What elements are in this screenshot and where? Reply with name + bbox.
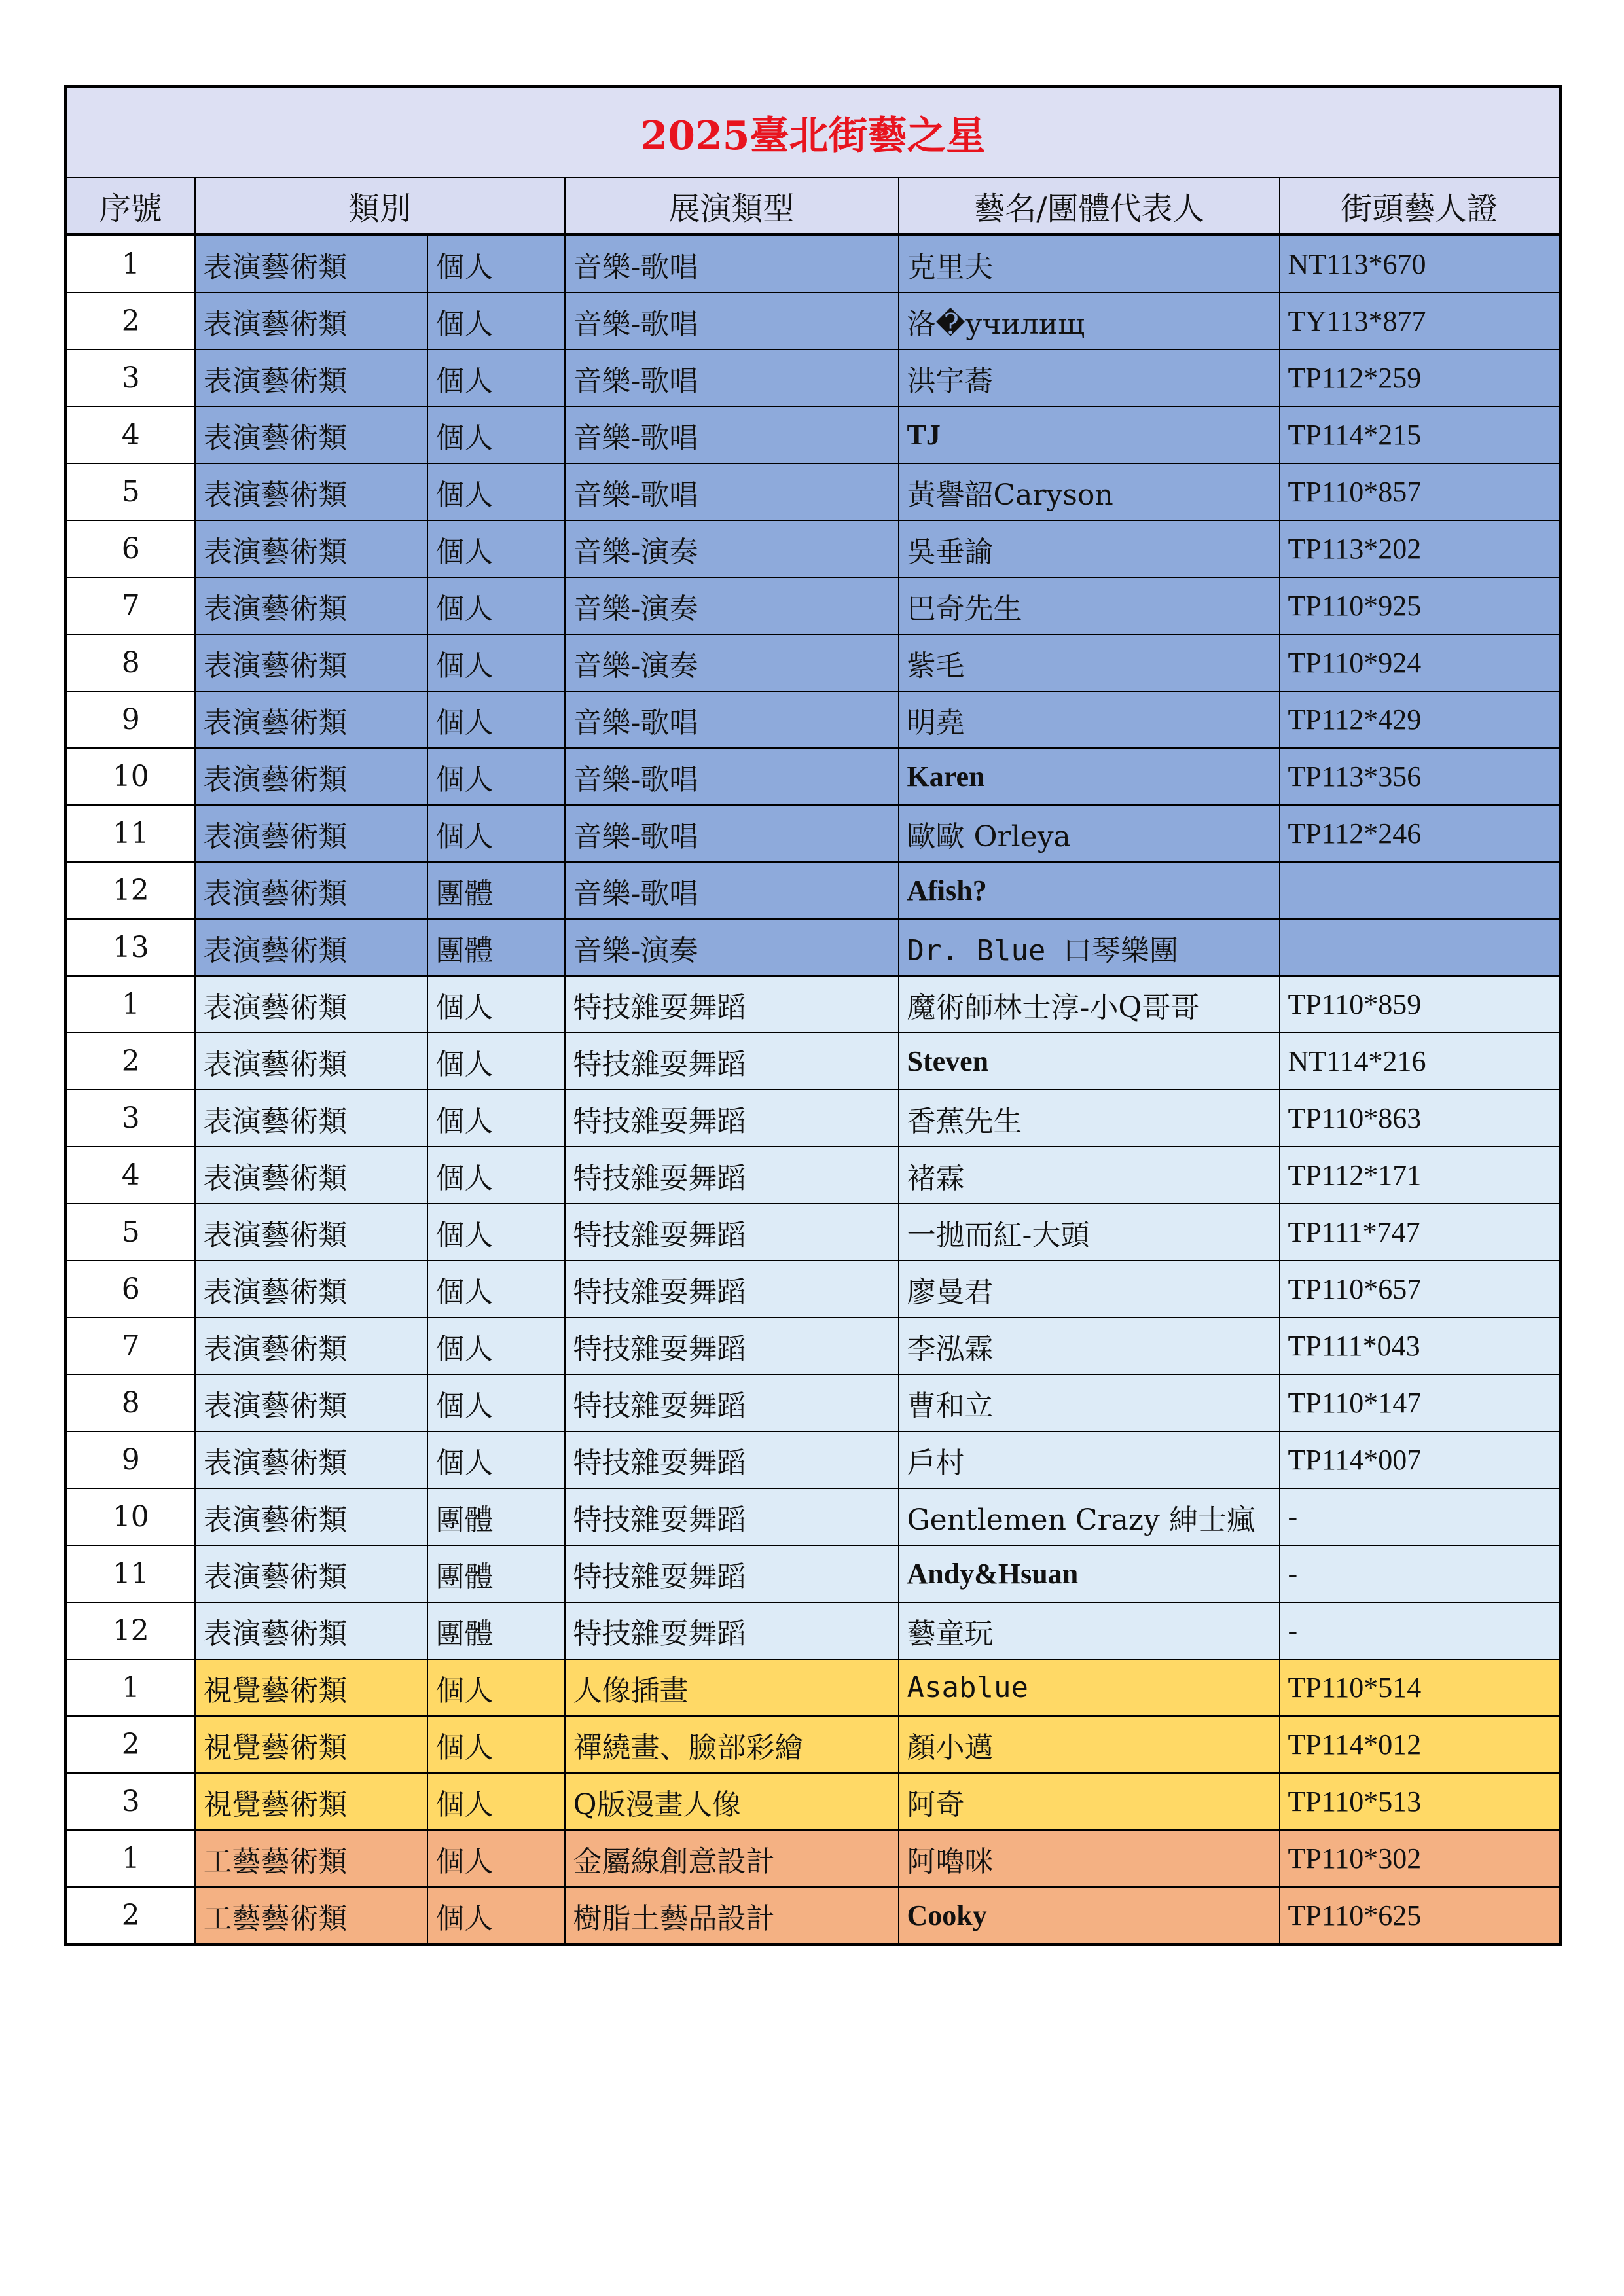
table-row (66, 862, 1561, 919)
table-row (66, 1431, 1561, 1488)
row-performance-type: 音樂-演奏 (565, 520, 899, 577)
row-performance-type: 特技雜耍舞蹈 (565, 976, 899, 1033)
row-category: 表演藝術類 (195, 862, 427, 919)
row-seq: 2 (66, 1033, 195, 1090)
row-subcategory: 個人 (427, 293, 565, 350)
table-row (66, 1659, 1561, 1716)
row-license: TP110*925 (1280, 577, 1561, 634)
row-license: - (1280, 1602, 1561, 1659)
row-performance-type: 音樂-歌唱 (565, 235, 899, 293)
row-seq: 3 (66, 350, 195, 406)
row-category: 表演藝術類 (195, 805, 427, 862)
row-seq: 10 (66, 1488, 195, 1545)
row-category: 工藝藝術類 (195, 1887, 427, 1945)
row-seq: 7 (66, 577, 195, 634)
table-row (66, 350, 1561, 406)
row-performance-type: 金屬線創意設計 (565, 1830, 899, 1887)
row-subcategory: 個人 (427, 1204, 565, 1261)
table-row (66, 1318, 1561, 1374)
row-license: TP110*625 (1280, 1887, 1561, 1945)
header-seq: 序號 (66, 177, 195, 235)
row-artist-name: 曹和立 (899, 1374, 1280, 1431)
row-seq: 8 (66, 634, 195, 691)
row-license: TP110*859 (1280, 976, 1561, 1033)
row-license: - (1280, 1488, 1561, 1545)
page-title: 2025臺北街藝之星 (66, 87, 1561, 178)
row-artist-name: 洪宇蕎 (899, 350, 1280, 406)
row-subcategory: 個人 (427, 976, 565, 1033)
row-category: 工藝藝術類 (195, 1830, 427, 1887)
row-seq: 3 (66, 1773, 195, 1830)
header-category: 類別 (195, 177, 565, 235)
row-subcategory: 團體 (427, 1545, 565, 1602)
row-subcategory: 個人 (427, 406, 565, 463)
row-license: TP114*215 (1280, 406, 1561, 463)
row-artist-name: 戶村 (899, 1431, 1280, 1488)
table-row (66, 919, 1561, 976)
row-license: TP111*043 (1280, 1318, 1561, 1374)
row-artist-name: Afish? (899, 862, 1280, 919)
table-row (66, 691, 1561, 748)
row-license: TP111*747 (1280, 1204, 1561, 1261)
row-seq: 2 (66, 1887, 195, 1945)
row-subcategory: 個人 (427, 235, 565, 293)
row-subcategory: 個人 (427, 1090, 565, 1147)
row-category: 表演藝術類 (195, 634, 427, 691)
row-license: TP110*863 (1280, 1090, 1561, 1147)
row-subcategory: 團體 (427, 919, 565, 976)
row-performance-type: 特技雜耍舞蹈 (565, 1318, 899, 1374)
row-subcategory: 個人 (427, 1887, 565, 1945)
row-subcategory: 個人 (427, 1659, 565, 1716)
row-performance-type: 音樂-歌唱 (565, 463, 899, 520)
row-seq: 11 (66, 1545, 195, 1602)
header-row (66, 177, 1561, 235)
row-category: 表演藝術類 (195, 1431, 427, 1488)
row-performance-type: 樹脂土藝品設計 (565, 1887, 899, 1945)
performers-table (64, 85, 1562, 1946)
row-category: 表演藝術類 (195, 1261, 427, 1318)
row-license: TP110*514 (1280, 1659, 1561, 1716)
row-subcategory: 個人 (427, 1261, 565, 1318)
row-seq: 4 (66, 1147, 195, 1204)
row-subcategory: 個人 (427, 1374, 565, 1431)
table-row (66, 1716, 1561, 1773)
row-category: 表演藝術類 (195, 577, 427, 634)
row-license: NT114*216 (1280, 1033, 1561, 1090)
row-category: 表演藝術類 (195, 1602, 427, 1659)
row-seq: 6 (66, 520, 195, 577)
row-artist-name: Gentlemen Crazy 紳士瘋 (899, 1488, 1280, 1545)
row-artist-name: Andy&Hsuan (899, 1545, 1280, 1602)
table-row (66, 805, 1561, 862)
row-category: 表演藝術類 (195, 691, 427, 748)
row-performance-type: 音樂-歌唱 (565, 350, 899, 406)
row-performance-type: 特技雜耍舞蹈 (565, 1431, 899, 1488)
row-license: TP110*857 (1280, 463, 1561, 520)
row-license: - (1280, 1545, 1561, 1602)
row-artist-name: 藝童玩 (899, 1602, 1280, 1659)
table-row (66, 748, 1561, 805)
row-license: TP110*302 (1280, 1830, 1561, 1887)
row-performance-type: 音樂-演奏 (565, 577, 899, 634)
row-artist-name: Dr. Blue 口琴樂團 (899, 919, 1280, 976)
row-artist-name: 一拋而紅-大頭 (899, 1204, 1280, 1261)
row-subcategory: 個人 (427, 520, 565, 577)
row-seq: 5 (66, 1204, 195, 1261)
row-license: TP112*246 (1280, 805, 1561, 862)
row-category: 表演藝術類 (195, 1318, 427, 1374)
row-seq: 11 (66, 805, 195, 862)
table-row (66, 634, 1561, 691)
row-subcategory: 團體 (427, 1488, 565, 1545)
row-subcategory: 個人 (427, 577, 565, 634)
row-performance-type: 人像插畫 (565, 1659, 899, 1716)
row-artist-name: 李泓霖 (899, 1318, 1280, 1374)
row-category: 表演藝術類 (195, 1147, 427, 1204)
row-performance-type: 特技雜耍舞蹈 (565, 1488, 899, 1545)
row-category: 表演藝術類 (195, 1488, 427, 1545)
row-license (1280, 919, 1561, 976)
row-license: TP112*429 (1280, 691, 1561, 748)
row-performance-type: 特技雜耍舞蹈 (565, 1602, 899, 1659)
table-row (66, 577, 1561, 634)
row-license: TP110*147 (1280, 1374, 1561, 1431)
table-row (66, 1261, 1561, 1318)
row-artist-name: 巴奇先生 (899, 577, 1280, 634)
row-seq: 4 (66, 406, 195, 463)
row-category: 表演藝術類 (195, 1204, 427, 1261)
row-subcategory: 個人 (427, 805, 565, 862)
row-subcategory: 個人 (427, 1147, 565, 1204)
row-artist-name: 褚霖 (899, 1147, 1280, 1204)
row-license: TP114*012 (1280, 1716, 1561, 1773)
header-license: 街頭藝人證 (1280, 177, 1561, 235)
table-row (66, 1090, 1561, 1147)
row-performance-type: Q版漫畫人像 (565, 1773, 899, 1830)
table-row (66, 520, 1561, 577)
row-license: TP113*356 (1280, 748, 1561, 805)
row-license: NT113*670 (1280, 235, 1561, 293)
row-subcategory: 個人 (427, 350, 565, 406)
row-artist-name: Karen (899, 748, 1280, 805)
row-artist-name: 香蕉先生 (899, 1090, 1280, 1147)
row-category: 表演藝術類 (195, 235, 427, 293)
row-performance-type: 音樂-歌唱 (565, 805, 899, 862)
row-performance-type: 音樂-歌唱 (565, 748, 899, 805)
row-artist-name: 魔術師林士淳-小Q哥哥 (899, 976, 1280, 1033)
row-category: 表演藝術類 (195, 520, 427, 577)
row-performance-type: 特技雜耍舞蹈 (565, 1204, 899, 1261)
table-row (66, 235, 1561, 293)
row-artist-name: 阿奇 (899, 1773, 1280, 1830)
row-artist-name: 阿嚕咪 (899, 1830, 1280, 1887)
row-license (1280, 862, 1561, 919)
row-subcategory: 個人 (427, 1830, 565, 1887)
row-performance-type: 音樂-演奏 (565, 919, 899, 976)
row-subcategory: 團體 (427, 1602, 565, 1659)
row-artist-name: TJ (899, 406, 1280, 463)
row-seq: 10 (66, 748, 195, 805)
row-performance-type: 特技雜耍舞蹈 (565, 1033, 899, 1090)
table-row (66, 1830, 1561, 1887)
row-performance-type: 音樂-歌唱 (565, 862, 899, 919)
row-category: 表演藝術類 (195, 350, 427, 406)
row-artist-name: 紫毛 (899, 634, 1280, 691)
row-category: 表演藝術類 (195, 1545, 427, 1602)
table-row (66, 1887, 1561, 1945)
row-artist-name: 洛�училищ (899, 293, 1280, 350)
row-seq: 5 (66, 463, 195, 520)
row-seq: 12 (66, 1602, 195, 1659)
row-seq: 1 (66, 235, 195, 293)
row-seq: 1 (66, 976, 195, 1033)
row-license: TP113*202 (1280, 520, 1561, 577)
row-performance-type: 音樂-演奏 (565, 634, 899, 691)
row-license: TP110*513 (1280, 1773, 1561, 1830)
title-row (66, 87, 1561, 178)
row-license: TP114*007 (1280, 1431, 1561, 1488)
row-subcategory: 個人 (427, 1431, 565, 1488)
row-artist-name: 吳垂諭 (899, 520, 1280, 577)
row-subcategory: 個人 (427, 748, 565, 805)
row-category: 表演藝術類 (195, 1090, 427, 1147)
table-row (66, 1147, 1561, 1204)
row-performance-type: 音樂-歌唱 (565, 406, 899, 463)
row-category: 表演藝術類 (195, 748, 427, 805)
row-artist-name: Steven (899, 1033, 1280, 1090)
table-row (66, 976, 1561, 1033)
row-seq: 1 (66, 1659, 195, 1716)
row-license: TP110*657 (1280, 1261, 1561, 1318)
row-subcategory: 個人 (427, 1773, 565, 1830)
row-seq: 9 (66, 1431, 195, 1488)
row-artist-name: 廖曼君 (899, 1261, 1280, 1318)
row-seq: 2 (66, 293, 195, 350)
row-artist-name: Cooky (899, 1887, 1280, 1945)
row-license: TP112*259 (1280, 350, 1561, 406)
row-category: 表演藝術類 (195, 406, 427, 463)
row-category: 視覺藝術類 (195, 1773, 427, 1830)
row-subcategory: 個人 (427, 1716, 565, 1773)
row-subcategory: 個人 (427, 1318, 565, 1374)
row-seq: 9 (66, 691, 195, 748)
table-row (66, 406, 1561, 463)
row-seq: 6 (66, 1261, 195, 1318)
table-row (66, 1374, 1561, 1431)
table-row (66, 1488, 1561, 1545)
row-category: 視覺藝術類 (195, 1716, 427, 1773)
row-artist-name: 克里夫 (899, 235, 1280, 293)
row-performance-type: 禪繞畫、臉部彩繪 (565, 1716, 899, 1773)
row-category: 視覺藝術類 (195, 1659, 427, 1716)
table-row (66, 293, 1561, 350)
row-seq: 3 (66, 1090, 195, 1147)
row-seq: 8 (66, 1374, 195, 1431)
row-category: 表演藝術類 (195, 919, 427, 976)
row-performance-type: 音樂-歌唱 (565, 293, 899, 350)
row-seq: 12 (66, 862, 195, 919)
row-artist-name: 明堯 (899, 691, 1280, 748)
table-row (66, 1033, 1561, 1090)
row-subcategory: 個人 (427, 1033, 565, 1090)
row-category: 表演藝術類 (195, 976, 427, 1033)
row-seq: 7 (66, 1318, 195, 1374)
row-performance-type: 特技雜耍舞蹈 (565, 1545, 899, 1602)
row-seq: 2 (66, 1716, 195, 1773)
table-row (66, 1545, 1561, 1602)
row-performance-type: 特技雜耍舞蹈 (565, 1374, 899, 1431)
row-license: TP112*171 (1280, 1147, 1561, 1204)
row-category: 表演藝術類 (195, 1374, 427, 1431)
row-category: 表演藝術類 (195, 293, 427, 350)
row-performance-type: 特技雜耍舞蹈 (565, 1261, 899, 1318)
row-performance-type: 音樂-歌唱 (565, 691, 899, 748)
row-artist-name: Asablue (899, 1659, 1280, 1716)
row-seq: 13 (66, 919, 195, 976)
row-artist-name: 歐歐 Orleya (899, 805, 1280, 862)
table-row (66, 1602, 1561, 1659)
row-seq: 1 (66, 1830, 195, 1887)
row-license: TY113*877 (1280, 293, 1561, 350)
row-performance-type: 特技雜耍舞蹈 (565, 1090, 899, 1147)
row-category: 表演藝術類 (195, 463, 427, 520)
row-artist-name: 顏小邁 (899, 1716, 1280, 1773)
header-name: 藝名/團體代表人 (899, 177, 1280, 235)
row-subcategory: 個人 (427, 691, 565, 748)
header-type: 展演類型 (565, 177, 899, 235)
table-row (66, 1204, 1561, 1261)
row-artist-name: 黃譽韶Caryson (899, 463, 1280, 520)
row-performance-type: 特技雜耍舞蹈 (565, 1147, 899, 1204)
row-license: TP110*924 (1280, 634, 1561, 691)
table-row (66, 463, 1561, 520)
table-row (66, 1773, 1561, 1830)
row-category: 表演藝術類 (195, 1033, 427, 1090)
row-subcategory: 個人 (427, 463, 565, 520)
row-subcategory: 個人 (427, 634, 565, 691)
row-subcategory: 團體 (427, 862, 565, 919)
